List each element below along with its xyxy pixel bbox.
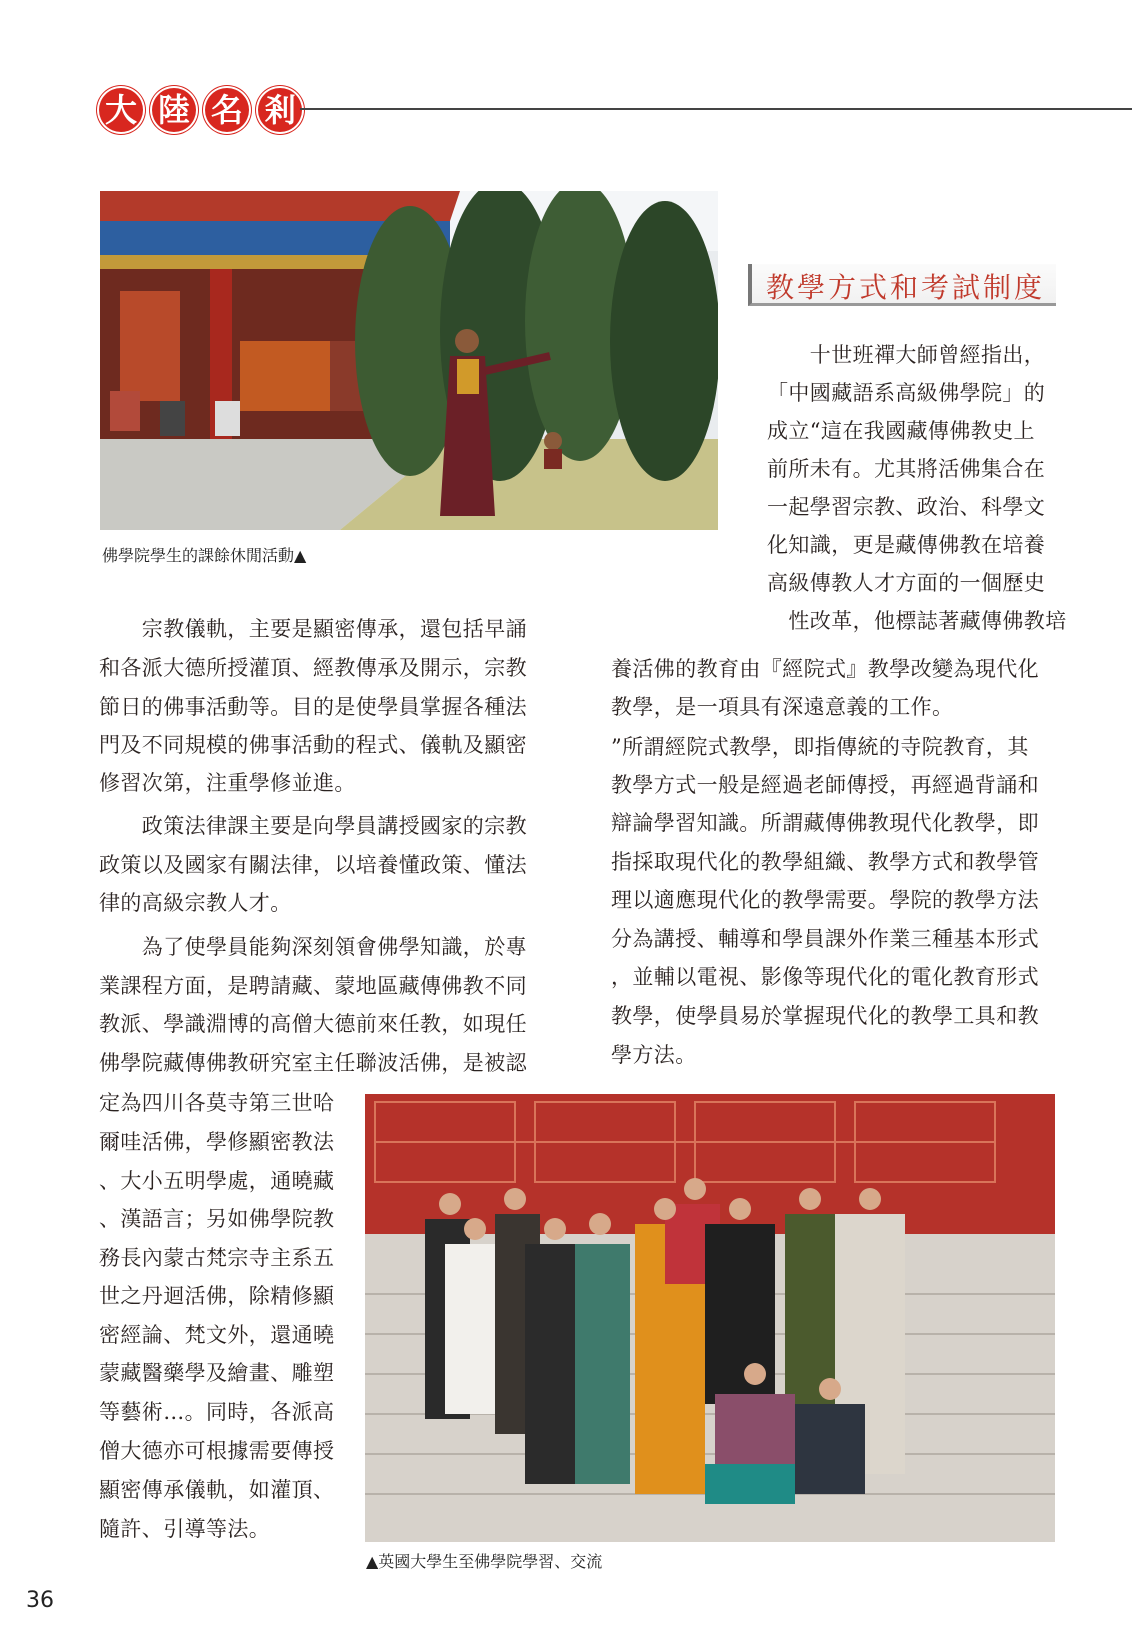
- photo-british-students: [365, 1094, 1055, 1542]
- right-col-line-10: 教學，使學員易於掌握現代化的教學工具和教: [611, 1004, 1039, 1028]
- left-col-line-2: 和各派大德所授灌頂、經教傳承及開示，宗教: [99, 656, 527, 680]
- left-col-line-6: 政策法律課主要是向學員講授國家的宗教: [99, 814, 527, 838]
- left-narrow-line-8: 蒙藏醫藥學及繪畫、雕塑: [99, 1361, 335, 1385]
- right-col-line-9: ，並輔以電視、影像等現代化的電化教育形式: [611, 965, 1039, 989]
- right-col-line-4: 教學方式一般是經過老師傳授，再經過背誦和: [611, 773, 1039, 797]
- right-col-line-11: 學方法。: [611, 1043, 697, 1067]
- left-narrow-line-2: 爾哇活佛，學修顯密教法: [99, 1130, 335, 1154]
- left-col-line-5: 修習次第，注重學修並進。: [99, 771, 356, 795]
- photo-monks-leisure-image: [100, 191, 718, 530]
- header-rule: [300, 108, 1132, 110]
- right-col-line-7: 理以適應現代化的教學需要。學院的教學方法: [611, 888, 1039, 912]
- left-col-line-12: 佛學院藏傳佛教研究室主任聯波活佛，是被認: [99, 1051, 527, 1075]
- right-narrow-line-8: 性改革，他標誌著藏傳佛教培: [767, 609, 1067, 633]
- left-col-line-1: 宗教儀軌，主要是顯密傳承，還包括早誦: [99, 617, 527, 641]
- right-narrow-line-7: 高級傳教人才方面的一個歷史: [767, 571, 1046, 595]
- right-col-line-8: 分為講授、輔導和學員課外作業三種基本形式: [611, 927, 1039, 951]
- left-narrow-line-12: 隨許、引導等法。: [99, 1517, 271, 1541]
- header-char-3: 名: [205, 88, 249, 132]
- right-col-line-6: 指採取現代化的教學組織、教學方式和教學管: [611, 850, 1039, 874]
- left-narrow-line-3: 、大小五明學處，通曉藏: [99, 1169, 335, 1193]
- caption-top-photo: 佛學院學生的課餘休閒活動▲: [102, 546, 307, 565]
- right-narrow-line-5: 一起學習宗教、政治、科學文: [767, 495, 1046, 519]
- left-narrow-line-7: 密經論、梵文外，還通曉: [99, 1323, 335, 1347]
- right-narrow-line-1: 十世班禪大師曾經指出，: [767, 343, 1046, 367]
- left-narrow-line-1: 定為四川各莫寺第三世哈: [99, 1091, 335, 1115]
- left-narrow-line-9: 等藝術…。同時，各派高: [99, 1400, 335, 1424]
- right-narrow-line-6: 化知識，更是藏傳佛教在培養: [767, 533, 1046, 557]
- right-narrow-line-3: 成立“這在我國藏傳佛教史上: [767, 419, 1035, 443]
- photo-monks-leisure: [100, 191, 718, 530]
- left-col-line-7: 政策以及國家有關法律，以培養懂政策、懂法: [99, 853, 527, 877]
- right-narrow-line-2: 「中國藏語系高級佛學院」的: [767, 381, 1046, 405]
- section-heading-title: 教學方式和考試制度: [766, 271, 1046, 304]
- right-col-line-5: 辯論學習知識。所謂藏傳佛教現代化教學，即: [611, 811, 1039, 835]
- right-col-line-3: ”所謂經院式教學，即指傳統的寺院教育，其: [611, 735, 1029, 759]
- right-col-line-1: 養活佛的教育由『經院式』教學改變為現代化: [611, 657, 1039, 681]
- header-char-1: 大: [99, 88, 143, 132]
- right-narrow-line-4: 前所未有。尤其將活佛集合在: [767, 457, 1046, 481]
- left-col-line-10: 業課程方面，是聘請藏、蒙地區藏傳佛教不同: [99, 974, 527, 998]
- left-col-line-8: 律的高級宗教人才。: [99, 891, 292, 915]
- left-narrow-line-4: 、漢語言；另如佛學院教: [99, 1207, 335, 1231]
- left-col-line-9: 為了使學員能夠深刻領會佛學知識，於專: [99, 935, 527, 959]
- header-char-2: 陸: [152, 88, 196, 132]
- photo-british-students-image: [365, 1094, 1055, 1542]
- left-col-line-4: 門及不同規模的佛事活動的程式、儀軌及顯密: [99, 733, 527, 757]
- page-number: 36: [26, 1588, 54, 1613]
- left-narrow-line-10: 僧大德亦可根據需要傳授: [99, 1439, 335, 1463]
- left-col-line-3: 節日的佛事活動等。目的是使學員掌握各種法: [99, 695, 527, 719]
- left-col-line-11: 教派、學識淵博的高僧大德前來任教，如現任: [99, 1012, 527, 1036]
- section-heading-box: [748, 264, 1056, 306]
- caption-bottom-photo: ▲英國大學生至佛學院學習、交流: [366, 1552, 603, 1571]
- left-narrow-line-5: 務長內蒙古梵宗寺主系五: [99, 1246, 335, 1270]
- left-narrow-line-11: 顯密傳承儀軌，如灌頂、: [99, 1478, 335, 1502]
- right-col-line-2: 教學，是一項具有深遠意義的工作。: [611, 695, 954, 719]
- header-char-4: 剎: [258, 88, 302, 132]
- left-narrow-line-6: 世之丹迴活佛，除精修顯: [99, 1284, 335, 1308]
